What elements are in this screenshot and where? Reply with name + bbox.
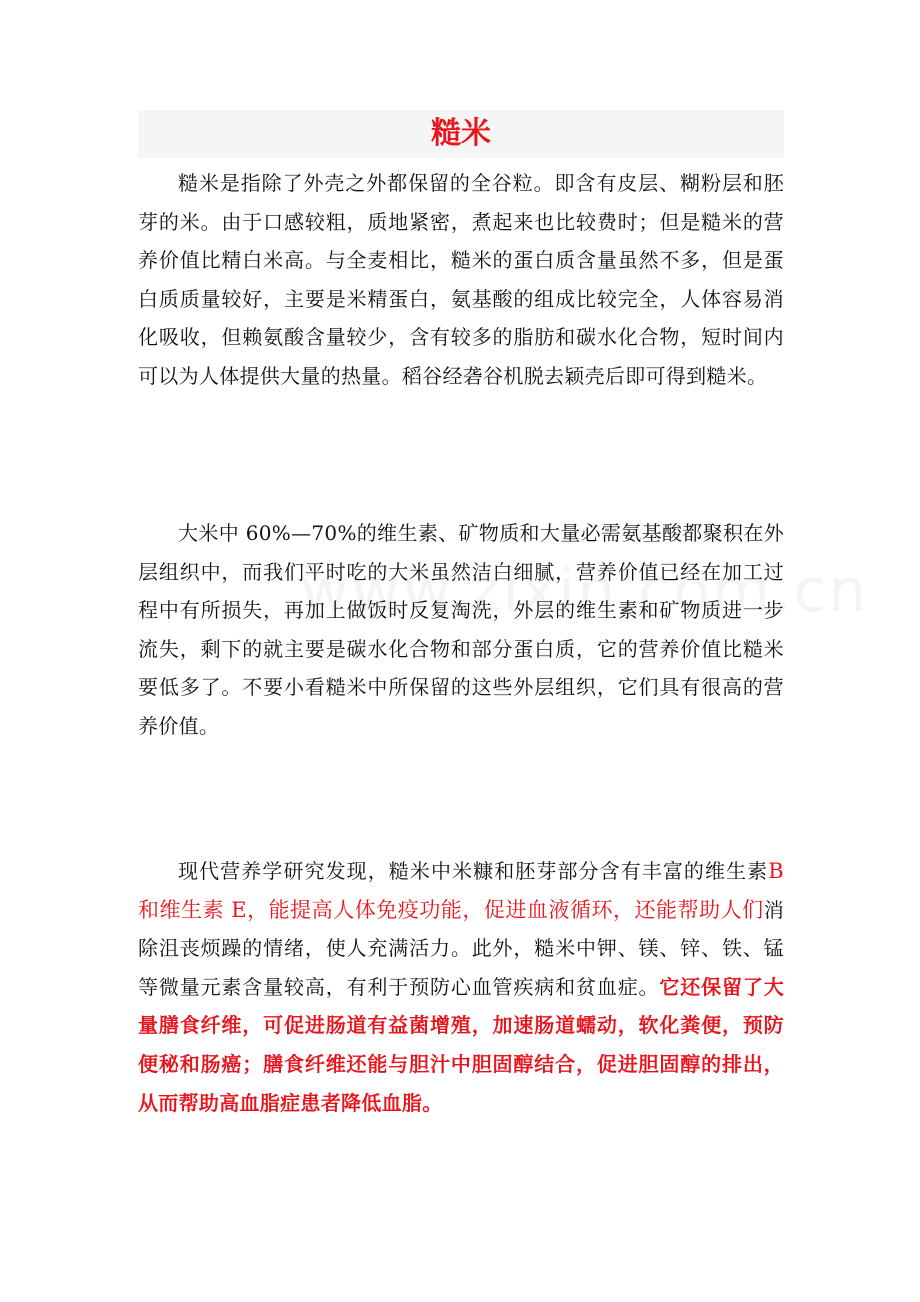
paragraph-3-intro: 现代营养学研究发现，糙米中米糠和胚芽部分含有丰富的维生素 — [178, 859, 769, 883]
paragraph-3 — [138, 852, 784, 1122]
paragraph-1: 糙米是指除了外壳之外都保留的全谷粒。即含有皮层、糊粉层和胚芽的米。由于口感较粗，质地紧密，煮起来也比较费时；但是糙米的营养价值比精白米高。与全麦相比，糙米的蛋白质含量虽然不多，但是蛋白质质量较好，主要是米精蛋白，氨基酸的组成比较完全，人体容易消化吸收，但赖氨酸含量较少，含有较多的脂肪和碳水化合物，短时间内可以为人体提供大量的热量。稻谷经砻谷机脱去颖壳后即可得到糙米。 — [138, 171, 784, 388]
paragraph-2: 大米中 60%—70%的维生素、矿物质和大量必需氨基酸都聚积在外层组织中，而我们平时吃的大米虽然洁白细腻，营养价值已经在加工过程中有所损失，再加上做饭时反复淘洗，外层的维生素和矿物质进一步流失，剩下的就主要是碳水化合物和部分蛋白质，它的营养价值比糙米要低多了。不要小看糙米中所保留的这些外层组织，它们具有很高的营养价值。 — [138, 521, 784, 738]
page-title: 糙米 — [431, 116, 491, 151]
paragraph-3-bold-highlight: 它还保留了大量膳食纤维，可促进肠道有益菌增殖，加速肠道蠕动，软化粪便，预防便秘和肠癌；膳食纤维还能与胆汁中胆固醇结合，促进胆固醇的排出，从而帮助高血脂症患者降低血脂。 — [138, 974, 784, 1115]
paragraph-3-red-highlight: B 和维生素 E，能提高人体免疫功能，促进血液循环，还能帮助人们 — [138, 859, 784, 922]
paragraph-3-middle: 消除沮丧烦躁的情绪，使人充满活力。此外，糙米中钾、镁、锌、铁、锰等微量元素含量较高，有利于预防心血管疾病和贫血症。 — [138, 897, 784, 999]
